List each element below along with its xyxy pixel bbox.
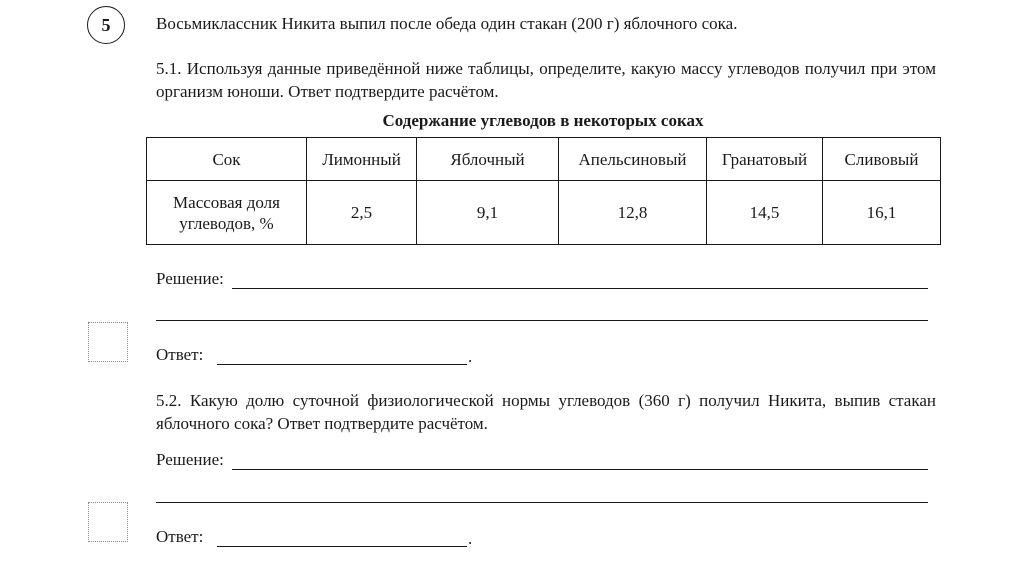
header-apple: Яблочный xyxy=(417,138,559,181)
header-plum: Сливовый xyxy=(823,138,941,181)
answer-label-2: Ответ: xyxy=(156,527,204,546)
header-pomegranate: Гранатовый xyxy=(707,138,823,181)
value-plum: 16,1 xyxy=(823,181,941,245)
header-juice: Сок xyxy=(147,138,307,181)
solution-line-2b[interactable] xyxy=(156,502,928,503)
value-apple: 9,1 xyxy=(417,181,559,245)
question-5-1-text: 5.1. Используя данные приведённой ниже таблицы, определите, какую массу углеводов получил при этом организм юноши. Ответ подтвердите расчётом. xyxy=(156,59,936,101)
mass-fraction-line2: углеводов, % xyxy=(179,213,274,233)
answer-line-1[interactable] xyxy=(217,364,467,365)
table-title: Содержание углеводов в некоторых соках xyxy=(382,111,704,130)
answer-line-2[interactable] xyxy=(217,546,467,547)
header-mass-fraction xyxy=(147,181,307,245)
solution-line-2a[interactable] xyxy=(232,469,928,470)
task-number-badge xyxy=(87,6,125,44)
header-orange: Апельсиновый xyxy=(559,138,707,181)
juice-carbs-table xyxy=(146,137,941,245)
value-lemon: 2,5 xyxy=(307,181,417,245)
answer-period-1: . xyxy=(468,347,473,366)
header-lemon: Лимонный xyxy=(307,138,417,181)
answer-label-1: Ответ: xyxy=(156,345,204,364)
solution-line-1a[interactable] xyxy=(232,288,928,289)
solution-label-1: Решение: xyxy=(156,269,224,288)
task-number: 5 xyxy=(101,14,111,35)
value-pomegranate: 14,5 xyxy=(707,181,823,245)
solution-label-2: Решение: xyxy=(156,450,224,469)
mass-fraction-line1: Массовая доля xyxy=(173,192,280,212)
score-box-2[interactable] xyxy=(88,502,128,542)
task-intro: Восьмиклассник Никита выпил после обеда один стакан (200 г) яблочного сока. xyxy=(156,14,738,33)
table-values-row xyxy=(147,181,941,245)
solution-line-1b[interactable] xyxy=(156,320,928,321)
score-box-1[interactable] xyxy=(88,322,128,362)
table-header-row xyxy=(147,138,941,181)
value-orange: 12,8 xyxy=(559,181,707,245)
question-5-2-text: 5.2. Какую долю суточной физиологической нормы углеводов (360 г) получил Никита, выпив стакан яблочного сока? Ответ подтвердите расчётом. xyxy=(156,391,936,433)
answer-period-2: . xyxy=(468,529,473,548)
